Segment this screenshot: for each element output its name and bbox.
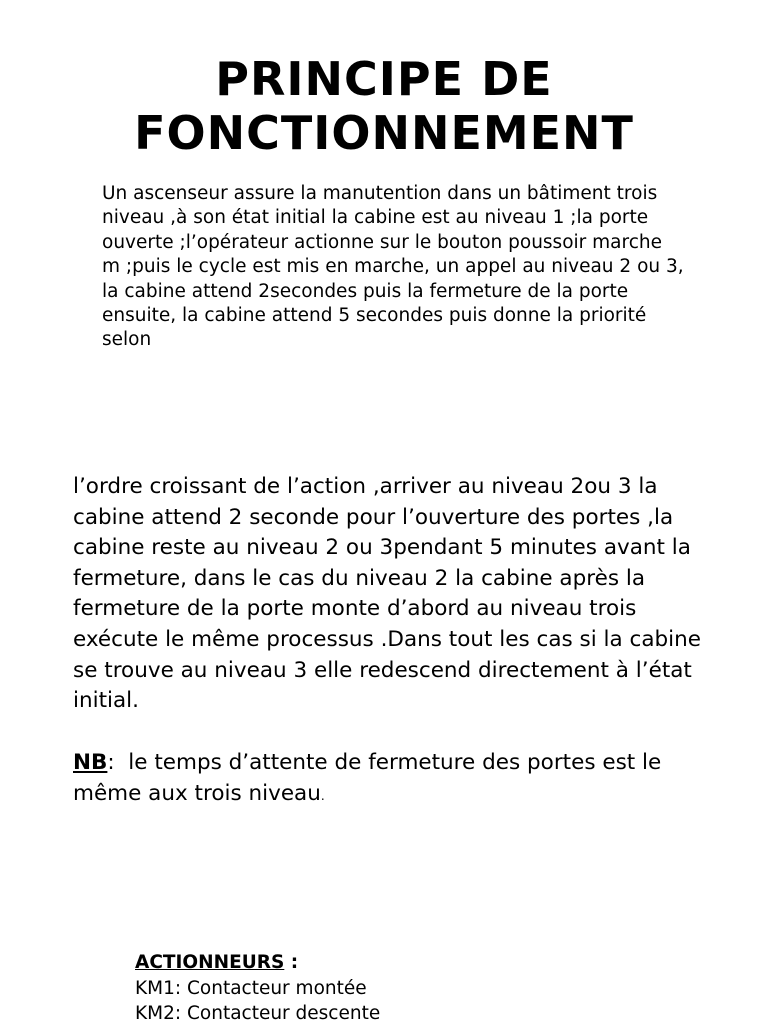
body-line: cabine reste au niveau 2 ou 3pendant 5 minutes avant la [73,535,691,561]
page-title-line-1: PRINCIPE DE [215,52,553,106]
nb-note [73,748,713,811]
intro-paragraph [102,182,682,353]
body-line: exécute le même processus .Dans tout les cas si la cabine [73,626,702,652]
actionneur-item: KM2: Contacteur descente [135,1003,381,1024]
intro-line: selon [102,329,152,351]
page-title-line-2: FONCTIONNEMENT [134,106,634,160]
body-line: l’ordre croissant de l’action ,arriver au niveau 2ou 3 la [73,474,658,499]
body-line: cabine attend 2 seconde pour l’ouverture des portes ,la [73,504,674,530]
body-line: initial. [73,688,139,714]
nb-text-1: le temps d’attente de fermeture des portes est le [114,750,662,775]
actionneurs-heading-line [135,950,535,976]
page-title [0,52,768,160]
nb-text-2: même aux trois niveau [73,780,321,806]
intro-line: ouverte ;l’opérateur actionne sur le bouton poussoir marche [102,231,662,253]
nb-line-2 [73,779,713,812]
actionneurs-list [135,950,535,1027]
actionneurs-colon: : [284,952,299,973]
body-line: se trouve au niveau 3 elle redescend directement à l’état [73,657,692,683]
intro-line: niveau ,à son état initial la cabine est au niveau 1 ;la porte [102,207,649,229]
actionneur-item: KM1: Contacteur montée [135,977,367,999]
body-line: fermeture, dans le cas du niveau 2 la cabine après la [73,565,645,591]
intro-line: Un ascenseur assure la manutention dans un bâtiment trois [102,183,658,204]
intro-line: ensuite, la cabine attend 5 secondes puis donne la priorité [102,305,647,327]
nb-period: . [320,788,325,803]
nb-label: NB [73,750,108,775]
actionneurs-heading: ACTIONNEURS [135,952,285,973]
nb-line-1 [73,748,713,779]
intro-line: m ;puis le cycle est mis en marche, un appel au niveau 2 ou 3, [102,256,684,278]
nb-colon: : [107,750,115,775]
body-paragraph [73,472,713,717]
body-line: fermeture de la porte monte d’abord au niveau trois [73,596,637,622]
intro-line: la cabine attend 2secondes puis la fermeture de la porte [102,280,629,302]
